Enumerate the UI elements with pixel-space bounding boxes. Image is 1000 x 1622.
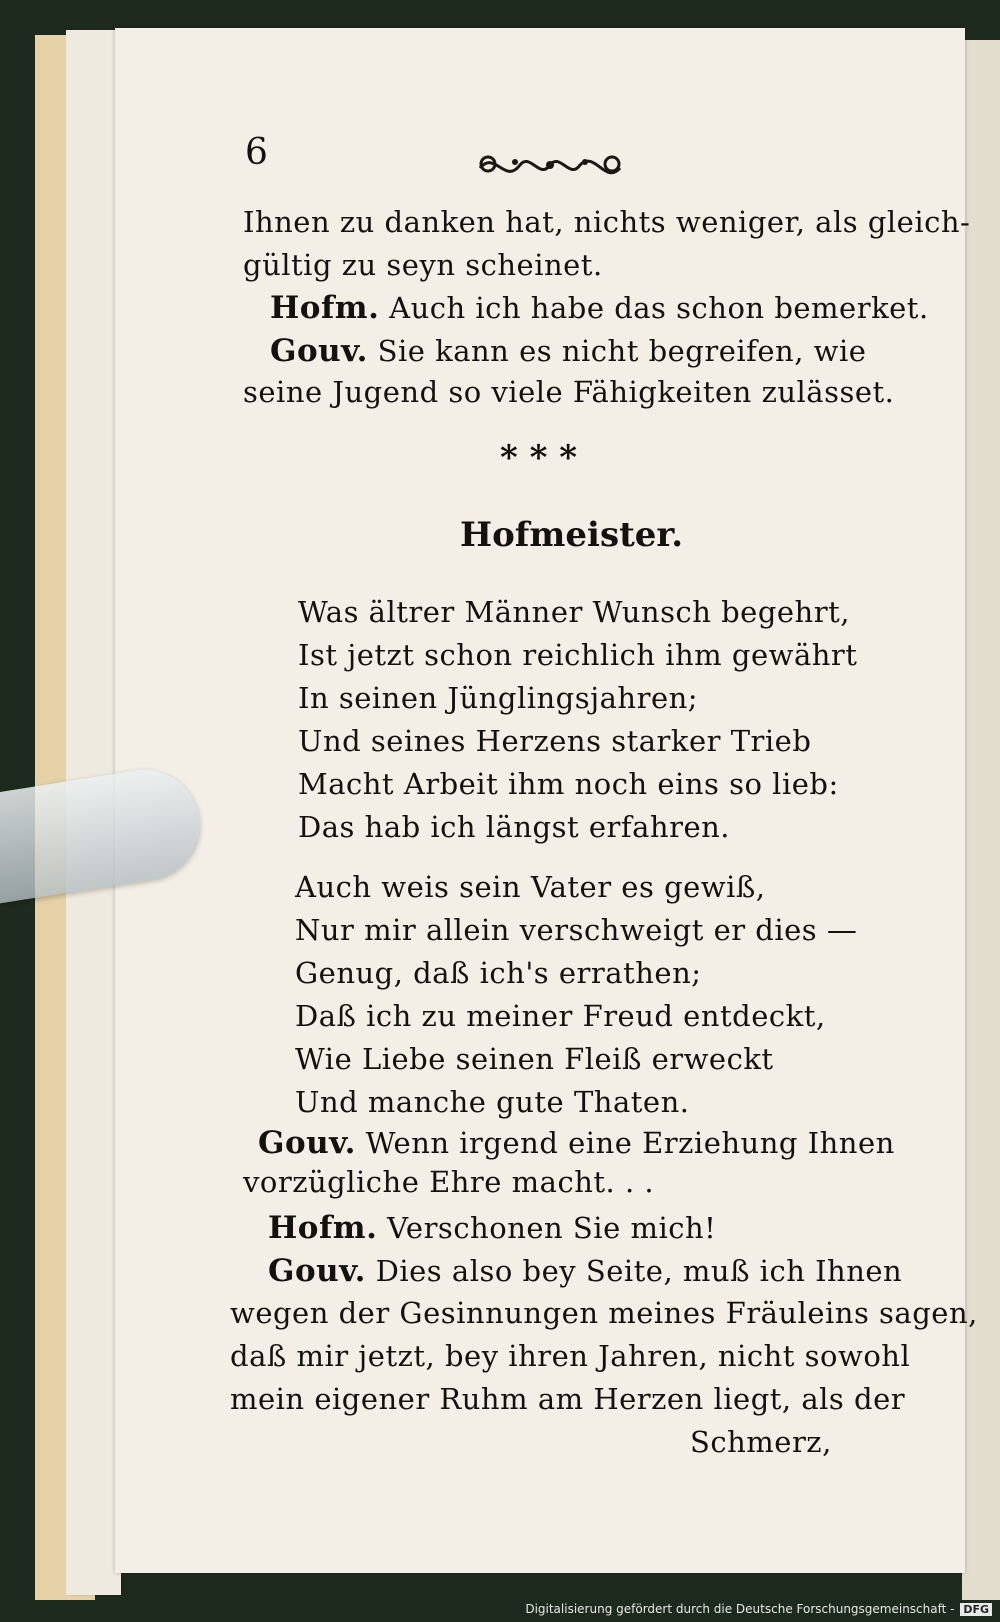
dialogue-text: Auch ich habe das schon bemerket. <box>389 291 929 325</box>
speaker-gouv: Gouv. <box>268 1253 366 1289</box>
speaker-hofm: Hofm. <box>270 290 380 326</box>
stanza2-line-2-text: Nur mir allein verschweigt er dies <box>295 913 818 947</box>
dialogue-text: Dies also bey Seite, muß ich Ihnen <box>375 1254 903 1288</box>
stanza1-line-5: Macht Arbeit ihm noch eins so lieb: <box>298 767 839 801</box>
stanza2-line-5: Wie Liebe seinen Fleiß erweckt <box>295 1042 774 1076</box>
footer-credit <box>525 1602 992 1616</box>
footer-credit-text: Digitalisierung gefördert durch die Deutsche Forschungsgemeinschaft - <box>525 1602 955 1616</box>
dialogue-gouv-2-line-1: wegen der Gesinnungen meines Fräuleins sagen, <box>230 1296 978 1330</box>
adjacent-page-strip <box>962 40 1000 1600</box>
text-line-1: Ihnen zu danken hat, nichts weniger, als gleich- <box>243 205 971 239</box>
catchword: Schmerz, <box>690 1425 832 1459</box>
stanza1-line-2: Ist jetzt schon reichlich ihm gewährt <box>298 638 858 672</box>
stanza2-line-2 <box>295 913 857 948</box>
dialogue-gouv-2-line-2: daß mir jetzt, bey ihren Jahren, nicht sowohl <box>230 1339 911 1373</box>
stanza1-line-4: Und seines Herzens starker Trieb <box>298 724 812 758</box>
dialogue-text: Sie kann es nicht begreifen, wie <box>377 334 867 368</box>
speaker-gouv: Gouv. <box>258 1125 356 1161</box>
dialogue-hofm <box>268 1210 716 1246</box>
stanza1-line-1: Was ältrer Männer Wunsch begehrt, <box>298 595 850 629</box>
section-asterisks: * * * <box>500 438 578 478</box>
page-number: 6 <box>245 132 268 173</box>
stanza2-line-4: Daß ich zu meiner Freud entdeckt, <box>295 999 826 1033</box>
dialogue-gouv-1-cont: vorzügliche Ehre macht. . . <box>243 1165 655 1199</box>
stanza2-line-6: Und manche gute Thaten. <box>295 1085 690 1119</box>
stanza2-line-3: Genug, daß ich's errathen; <box>295 956 702 990</box>
ornament-icon <box>470 140 630 190</box>
stanza2-line-1: Auch weis sein Vater es gewiß, <box>295 870 766 904</box>
dfg-logo: DFG <box>960 1603 992 1616</box>
continuation-line: seine Jugend so viele Fähigkeiten zulässet. <box>243 375 895 409</box>
speaker-gouv: Gouv. <box>270 333 368 369</box>
dialogue-text: Verschonen Sie mich! <box>387 1211 717 1245</box>
stanza1-line-3: In seinen Jünglingsjahren; <box>298 681 699 715</box>
dialogue-gouv-2-line-3: mein eigener Ruhm am Herzen liegt, als der <box>230 1382 906 1416</box>
song-title: Hofmeister. <box>460 515 684 555</box>
speaker-hofm: Hofm. <box>268 1210 378 1246</box>
dialogue-gouv-2 <box>268 1253 902 1289</box>
dialogue-line-hofm <box>270 290 929 326</box>
dialogue-gouv-1 <box>258 1125 895 1161</box>
dialogue-text: Wenn irgend eine Erziehung Ihnen <box>365 1126 895 1160</box>
dialogue-line-gouv <box>270 333 866 369</box>
stanza1-line-6: Das hab ich längst erfahren. <box>298 810 731 844</box>
text-line-2: gültig zu seyn scheinet. <box>243 248 603 282</box>
stanza2-dash: — <box>826 913 858 948</box>
